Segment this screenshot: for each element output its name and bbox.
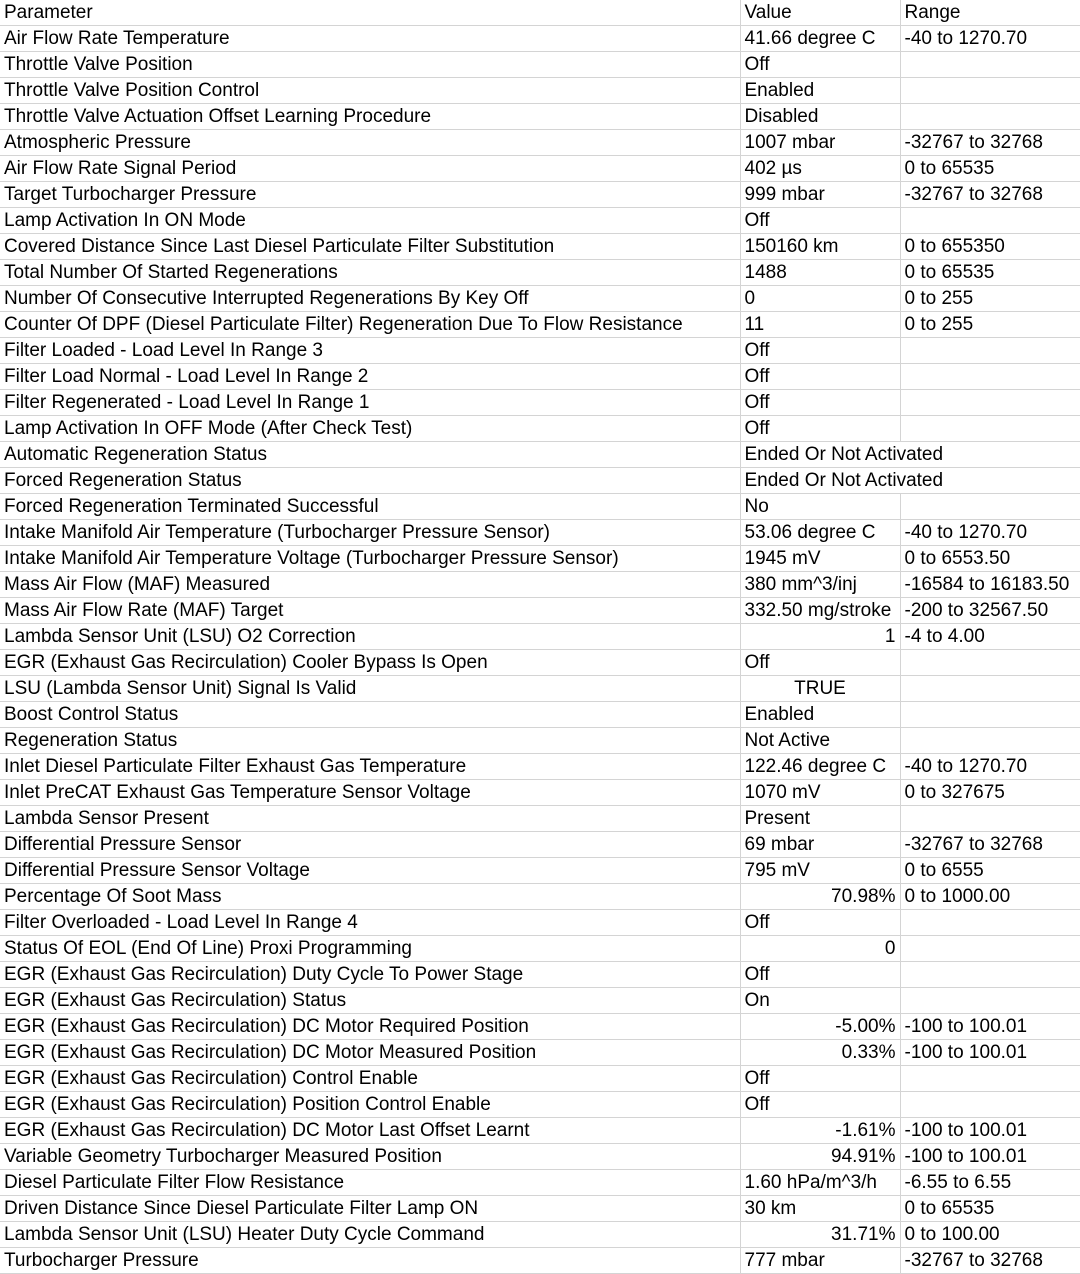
table-row	[0, 1222, 1080, 1248]
table-row	[0, 104, 1080, 130]
table-row	[0, 728, 1080, 754]
value-cell: Ended Or Not Activated	[740, 468, 1080, 494]
value-cell: 1070 mV	[740, 780, 900, 806]
range-cell	[900, 416, 1080, 442]
table-row	[0, 1144, 1080, 1170]
parameter-cell: EGR (Exhaust Gas Recirculation) Position Control Enable	[0, 1092, 740, 1118]
value-cell: -5.00%	[740, 1014, 900, 1040]
parameter-cell: EGR (Exhaust Gas Recirculation) Duty Cycle To Power Stage	[0, 962, 740, 988]
value-cell: Off	[740, 390, 900, 416]
table-row	[0, 442, 1080, 468]
table-row	[0, 1040, 1080, 1066]
parameter-cell: Lambda Sensor Unit (LSU) Heater Duty Cycle Command	[0, 1222, 740, 1248]
range-cell	[900, 208, 1080, 234]
range-cell: 0 to 1000.00	[900, 884, 1080, 910]
table-row	[0, 624, 1080, 650]
parameter-cell: Mass Air Flow (MAF) Measured	[0, 572, 740, 598]
parameter-cell: Driven Distance Since Diesel Particulate Filter Lamp ON	[0, 1196, 740, 1222]
table-row	[0, 962, 1080, 988]
value-cell: Off	[740, 1092, 900, 1118]
range-cell	[900, 936, 1080, 962]
table-row	[0, 234, 1080, 260]
parameter-cell: EGR (Exhaust Gas Recirculation) DC Motor Required Position	[0, 1014, 740, 1040]
parameter-cell: Covered Distance Since Last Diesel Particulate Filter Substitution	[0, 234, 740, 260]
range-cell: -100 to 100.01	[900, 1014, 1080, 1040]
table-row	[0, 52, 1080, 78]
value-cell: 11	[740, 312, 900, 338]
table-row	[0, 1196, 1080, 1222]
range-cell: 0 to 6555	[900, 858, 1080, 884]
parameter-cell: Filter Load Normal - Load Level In Range 2	[0, 364, 740, 390]
range-cell: -100 to 100.01	[900, 1040, 1080, 1066]
table-row	[0, 988, 1080, 1014]
parameter-cell: Air Flow Rate Temperature	[0, 26, 740, 52]
value-cell: 999 mbar	[740, 182, 900, 208]
range-cell	[900, 1092, 1080, 1118]
parameter-cell: Counter Of DPF (Diesel Particulate Filter) Regeneration Due To Flow Resistance	[0, 312, 740, 338]
table-row	[0, 468, 1080, 494]
value-cell: TRUE	[740, 676, 900, 702]
parameter-cell: Percentage Of Soot Mass	[0, 884, 740, 910]
value-cell: 94.91%	[740, 1144, 900, 1170]
range-cell	[900, 52, 1080, 78]
range-cell: 0 to 65535	[900, 156, 1080, 182]
range-cell: -200 to 32567.50	[900, 598, 1080, 624]
parameter-cell: Intake Manifold Air Temperature Voltage (Turbocharger Pressure Sensor)	[0, 546, 740, 572]
parameter-cell: Air Flow Rate Signal Period	[0, 156, 740, 182]
range-cell: -40 to 1270.70	[900, 26, 1080, 52]
parameter-cell: Throttle Valve Actuation Offset Learning Procedure	[0, 104, 740, 130]
parameter-cell: Lamp Activation In ON Mode	[0, 208, 740, 234]
parameter-cell: Regeneration Status	[0, 728, 740, 754]
parameter-cell: Inlet Diesel Particulate Filter Exhaust Gas Temperature	[0, 754, 740, 780]
range-cell: -32767 to 32768	[900, 1248, 1080, 1274]
range-cell: 0 to 655350	[900, 234, 1080, 260]
value-cell: Off	[740, 338, 900, 364]
range-cell	[900, 78, 1080, 104]
table-row	[0, 572, 1080, 598]
parameter-cell: Filter Overloaded - Load Level In Range 4	[0, 910, 740, 936]
value-cell: 1945 mV	[740, 546, 900, 572]
parameter-cell: Filter Loaded - Load Level In Range 3	[0, 338, 740, 364]
value-cell: 1007 mbar	[740, 130, 900, 156]
value-cell: No	[740, 494, 900, 520]
parameter-cell: EGR (Exhaust Gas Recirculation) Cooler Bypass Is Open	[0, 650, 740, 676]
header-row	[0, 0, 1080, 26]
table-row	[0, 390, 1080, 416]
range-cell: 0 to 65535	[900, 260, 1080, 286]
parameter-cell: Status Of EOL (End Of Line) Proxi Programming	[0, 936, 740, 962]
range-cell: -32767 to 32768	[900, 832, 1080, 858]
table-row	[0, 1066, 1080, 1092]
table-row	[0, 494, 1080, 520]
value-cell: Enabled	[740, 702, 900, 728]
range-cell: -16584 to 16183.50	[900, 572, 1080, 598]
table-row	[0, 520, 1080, 546]
value-cell: -1.61%	[740, 1118, 900, 1144]
table-row	[0, 780, 1080, 806]
table-row	[0, 1248, 1080, 1274]
range-cell: 0 to 65535	[900, 1196, 1080, 1222]
table-row	[0, 78, 1080, 104]
value-cell: 30 km	[740, 1196, 900, 1222]
table-row	[0, 260, 1080, 286]
table-row	[0, 1014, 1080, 1040]
parameter-cell: Throttle Valve Position Control	[0, 78, 740, 104]
parameter-cell: Lambda Sensor Present	[0, 806, 740, 832]
value-cell: 69 mbar	[740, 832, 900, 858]
value-cell: Present	[740, 806, 900, 832]
parameter-cell: Throttle Valve Position	[0, 52, 740, 78]
range-cell	[900, 910, 1080, 936]
value-cell: 0	[740, 936, 900, 962]
value-cell: 380 mm^3/inj	[740, 572, 900, 598]
range-cell: -32767 to 32768	[900, 130, 1080, 156]
header-range: Range	[900, 0, 1080, 26]
range-cell	[900, 364, 1080, 390]
value-cell: Off	[740, 1066, 900, 1092]
parameter-cell: Turbocharger Pressure	[0, 1248, 740, 1274]
range-cell: -32767 to 32768	[900, 182, 1080, 208]
table-row	[0, 650, 1080, 676]
parameter-cell: Intake Manifold Air Temperature (Turbocharger Pressure Sensor)	[0, 520, 740, 546]
range-cell: 0 to 255	[900, 286, 1080, 312]
parameter-cell: Diesel Particulate Filter Flow Resistance	[0, 1170, 740, 1196]
value-cell: Off	[740, 910, 900, 936]
parameter-cell: Filter Regenerated - Load Level In Range 1	[0, 390, 740, 416]
value-cell: 31.71%	[740, 1222, 900, 1248]
range-cell	[900, 338, 1080, 364]
value-cell: Not Active	[740, 728, 900, 754]
value-cell: Ended Or Not Activated	[740, 442, 1080, 468]
table-row	[0, 312, 1080, 338]
value-cell: 70.98%	[740, 884, 900, 910]
parameter-cell: Lambda Sensor Unit (LSU) O2 Correction	[0, 624, 740, 650]
table-body	[0, 26, 1080, 1274]
range-cell: 0 to 6553.50	[900, 546, 1080, 572]
table-row	[0, 598, 1080, 624]
parameter-cell: Lamp Activation In OFF Mode (After Check Test)	[0, 416, 740, 442]
table-row	[0, 26, 1080, 52]
range-cell: -40 to 1270.70	[900, 754, 1080, 780]
range-cell: 0 to 327675	[900, 780, 1080, 806]
table-row	[0, 676, 1080, 702]
parameter-cell: Total Number Of Started Regenerations	[0, 260, 740, 286]
table-row	[0, 130, 1080, 156]
parameter-cell: Mass Air Flow Rate (MAF) Target	[0, 598, 740, 624]
value-cell: 41.66 degree C	[740, 26, 900, 52]
range-cell	[900, 104, 1080, 130]
value-cell: Off	[740, 364, 900, 390]
range-cell: -6.55 to 6.55	[900, 1170, 1080, 1196]
table-row	[0, 806, 1080, 832]
parameter-cell: Automatic Regeneration Status	[0, 442, 740, 468]
range-cell: 0 to 100.00	[900, 1222, 1080, 1248]
table-header	[0, 0, 1080, 26]
value-cell: 0.33%	[740, 1040, 900, 1066]
parameter-cell: Variable Geometry Turbocharger Measured Position	[0, 1144, 740, 1170]
table-row	[0, 338, 1080, 364]
parameter-cell: EGR (Exhaust Gas Recirculation) Status	[0, 988, 740, 1014]
value-cell: On	[740, 988, 900, 1014]
table-row	[0, 702, 1080, 728]
range-cell: 0 to 255	[900, 312, 1080, 338]
range-cell	[900, 1066, 1080, 1092]
value-cell: 402 µs	[740, 156, 900, 182]
table-row	[0, 754, 1080, 780]
value-cell: Off	[740, 416, 900, 442]
value-cell: 332.50 mg/stroke	[740, 598, 900, 624]
range-cell: -40 to 1270.70	[900, 520, 1080, 546]
value-cell: 795 mV	[740, 858, 900, 884]
range-cell	[900, 676, 1080, 702]
parameter-cell: LSU (Lambda Sensor Unit) Signal Is Valid	[0, 676, 740, 702]
range-cell: -100 to 100.01	[900, 1118, 1080, 1144]
range-cell	[900, 494, 1080, 520]
table-row	[0, 910, 1080, 936]
table-row	[0, 936, 1080, 962]
header-parameter: Parameter	[0, 0, 740, 26]
value-cell: 777 mbar	[740, 1248, 900, 1274]
value-cell: Off	[740, 208, 900, 234]
range-cell	[900, 728, 1080, 754]
header-value: Value	[740, 0, 900, 26]
range-cell	[900, 806, 1080, 832]
value-cell: 53.06 degree C	[740, 520, 900, 546]
parameter-cell: Forced Regeneration Status	[0, 468, 740, 494]
range-cell	[900, 988, 1080, 1014]
table-row	[0, 364, 1080, 390]
parameter-cell: Differential Pressure Sensor Voltage	[0, 858, 740, 884]
range-cell: -100 to 100.01	[900, 1144, 1080, 1170]
value-cell: Enabled	[740, 78, 900, 104]
range-cell	[900, 702, 1080, 728]
parameter-cell: Number Of Consecutive Interrupted Regenerations By Key Off	[0, 286, 740, 312]
table-row	[0, 1118, 1080, 1144]
range-cell	[900, 390, 1080, 416]
table-row	[0, 832, 1080, 858]
value-cell: Disabled	[740, 104, 900, 130]
value-cell: 150160 km	[740, 234, 900, 260]
value-cell: Off	[740, 962, 900, 988]
table-row	[0, 858, 1080, 884]
value-cell: 0	[740, 286, 900, 312]
parameter-cell: EGR (Exhaust Gas Recirculation) Control Enable	[0, 1066, 740, 1092]
parameter-cell: Atmospheric Pressure	[0, 130, 740, 156]
range-cell	[900, 650, 1080, 676]
value-cell: 122.46 degree C	[740, 754, 900, 780]
table-row	[0, 208, 1080, 234]
table-row	[0, 416, 1080, 442]
table-row	[0, 182, 1080, 208]
range-cell	[900, 962, 1080, 988]
table-row	[0, 1170, 1080, 1196]
parameter-cell: Differential Pressure Sensor	[0, 832, 740, 858]
value-cell: 1488	[740, 260, 900, 286]
parameter-cell: Boost Control Status	[0, 702, 740, 728]
table-row	[0, 884, 1080, 910]
table-row	[0, 1092, 1080, 1118]
parameter-cell: EGR (Exhaust Gas Recirculation) DC Motor Measured Position	[0, 1040, 740, 1066]
parameter-cell: EGR (Exhaust Gas Recirculation) DC Motor Last Offset Learnt	[0, 1118, 740, 1144]
parameter-cell: Forced Regeneration Terminated Successful	[0, 494, 740, 520]
value-cell: 1.60 hPa/m^3/h	[740, 1170, 900, 1196]
value-cell: Off	[740, 52, 900, 78]
parameter-cell: Target Turbocharger Pressure	[0, 182, 740, 208]
value-cell: Off	[740, 650, 900, 676]
table-row	[0, 546, 1080, 572]
table-row	[0, 286, 1080, 312]
range-cell: -4 to 4.00	[900, 624, 1080, 650]
value-cell: 1	[740, 624, 900, 650]
table-row	[0, 156, 1080, 182]
parameter-cell: Inlet PreCAT Exhaust Gas Temperature Sensor Voltage	[0, 780, 740, 806]
